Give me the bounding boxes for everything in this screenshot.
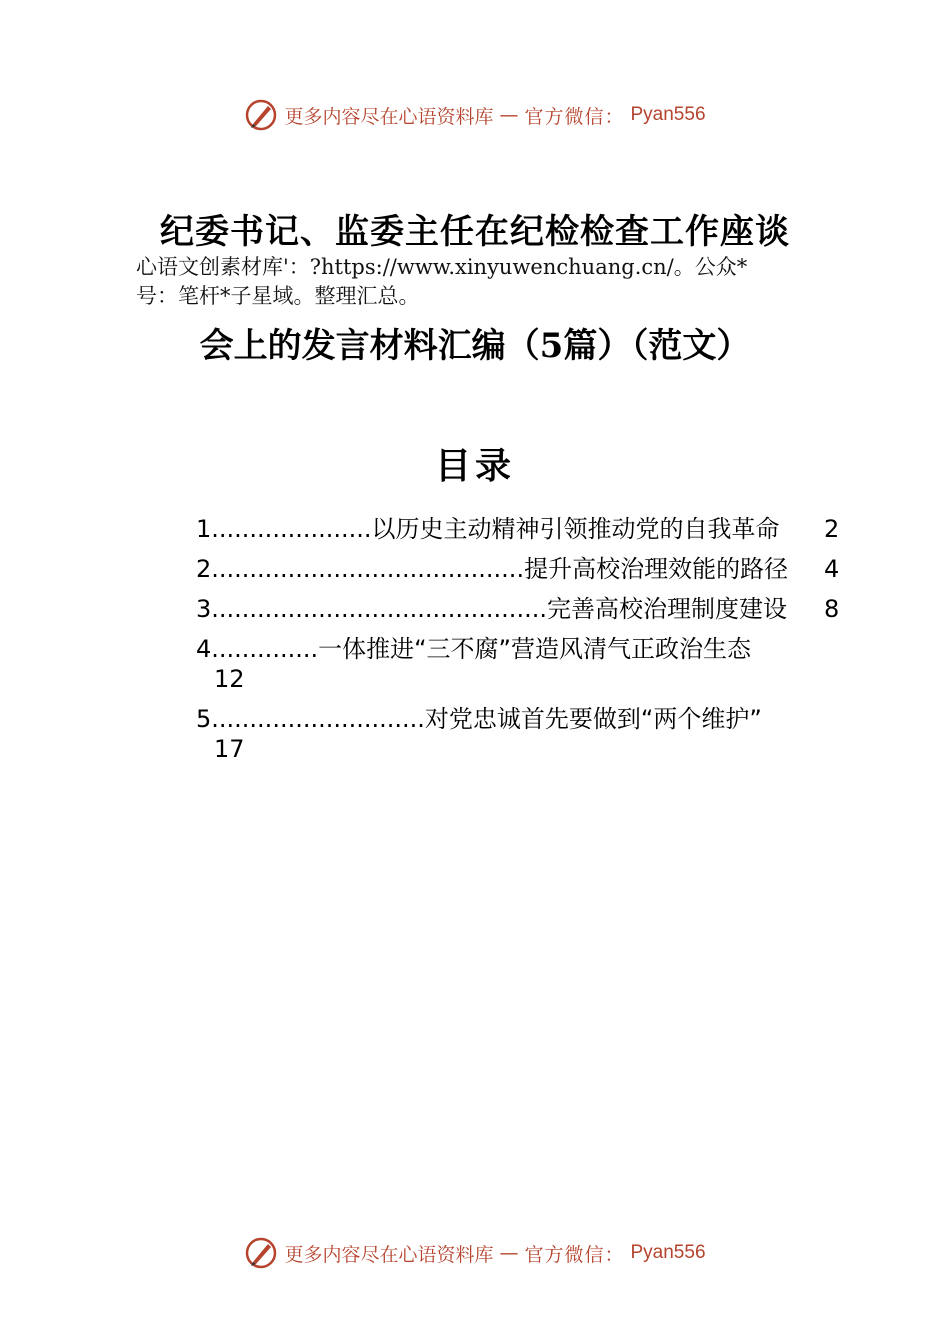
toc-entry-leader: ............................ xyxy=(211,705,425,733)
toc-entry-number: 2 xyxy=(196,555,212,583)
toc-entry-leader: .............. xyxy=(211,635,319,663)
toc-entry[interactable] xyxy=(196,702,846,772)
pen-logo-icon xyxy=(244,98,278,132)
watermark-text-line1: 心语文创素材库'：?https://www.xinyuwenchuang.cn/。公众* xyxy=(136,255,748,279)
toc-entry-title: 完善高校治理制度建设 xyxy=(546,595,787,623)
toc-entry-number: 1 xyxy=(196,515,212,543)
toc-entry[interactable] xyxy=(196,592,846,632)
banner-brand: 更多内容尽在心语资料库 xyxy=(284,1243,494,1266)
footer-banner xyxy=(0,1233,950,1273)
toc-entry-title: 对党忠诚首先要做到“两个维护” xyxy=(424,705,762,733)
table-of-contents xyxy=(196,512,846,772)
toc-heading: 目录 xyxy=(434,445,515,487)
toc-entry-page: 17 xyxy=(214,735,245,763)
banner-wechat-id: Pyan556 xyxy=(630,1242,706,1263)
toc-entry[interactable] xyxy=(196,552,846,592)
banner-wechat-label: 官方微信： xyxy=(524,1243,625,1266)
toc-entry-page: 2 xyxy=(824,515,840,543)
toc-entry[interactable] xyxy=(196,512,846,552)
document-title-line2: 会上的发言材料汇编（5篇）（范文） xyxy=(199,326,751,366)
toc-entry-page: 8 xyxy=(824,595,840,623)
banner-brand: 更多内容尽在心语资料库 xyxy=(284,105,494,128)
toc-entry-page: 4 xyxy=(824,555,840,583)
document-title-line1: 纪委书记、监委主任在纪检检查工作座谈 xyxy=(160,212,790,252)
toc-entry-leader: ......................................... xyxy=(211,555,525,583)
toc-entry-page: 12 xyxy=(214,665,245,693)
watermark-text-line2: 号：笔杆*子星域。整理汇总。 xyxy=(136,284,420,308)
toc-entry[interactable] xyxy=(196,632,846,702)
toc-entry-number: 5 xyxy=(196,705,212,733)
toc-entry-leader: ..................... xyxy=(211,515,372,543)
toc-entry-number: 3 xyxy=(196,595,212,623)
toc-entry-title: 以历史主动精神引领推动党的自我革命 xyxy=(371,515,780,543)
toc-entry-number: 4 xyxy=(196,635,212,663)
banner-wechat-label: 官方微信： xyxy=(524,105,625,128)
toc-entry-title: 一体推进“三不腐”营造风清气正政治生态 xyxy=(318,635,751,663)
banner-dash: — xyxy=(499,1242,519,1264)
header-banner xyxy=(0,95,950,135)
toc-entry-leader: ............................................ xyxy=(211,595,547,623)
pen-logo-icon xyxy=(244,1236,278,1270)
banner-dash: — xyxy=(499,104,519,126)
banner-wechat-id: Pyan556 xyxy=(630,104,706,125)
toc-entry-title: 提升高校治理效能的路径 xyxy=(524,555,789,583)
